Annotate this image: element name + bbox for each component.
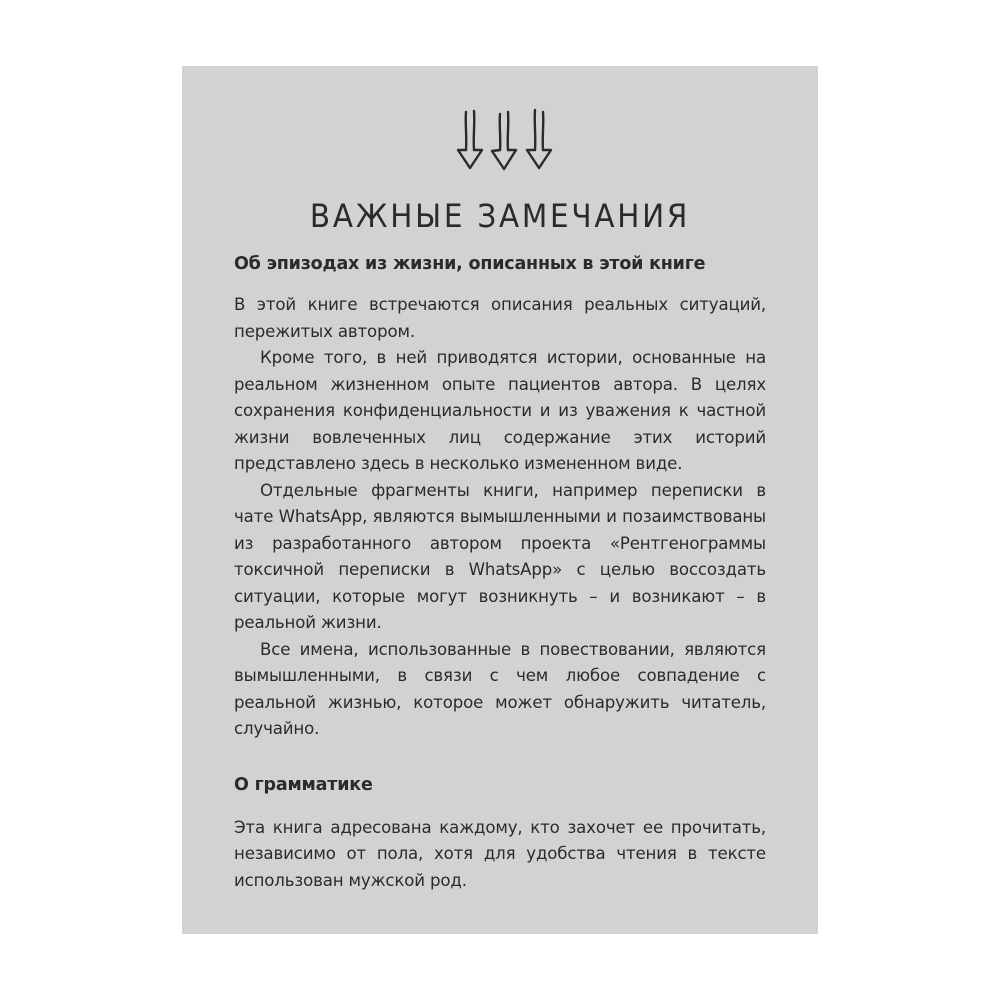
book-page bbox=[182, 66, 818, 934]
paragraph: Кроме того, в ней приводятся истории, основанные на реальном жизненном опыте пациентов автора. В целях сохранения конфиденциальности и из уважения к частной жизни вовлеченных лиц содержание этих историй представлено здесь в несколько измененном виде. bbox=[234, 348, 766, 473]
page-title: ВАЖНЫЕ ЗАМЕЧАНИЯ bbox=[309, 197, 691, 235]
down-arrows-icon bbox=[452, 106, 560, 176]
paragraph: Эта книга адресована каждому, кто захочет ее прочитать, независимо от пола, хотя для удобства чтения в тексте использован мужской род. bbox=[234, 817, 766, 890]
paragraph: Отдельные фрагменты книги, например переписки в чате WhatsApp, являются вымышленными и позаимствованы из разработанного автором проекта «Рентгенограммы токсичной переписки в WhatsApp» с целью воссоздать ситуации, которые могут возникнуть – и возникают – в реальной жизни. bbox=[234, 480, 766, 632]
paragraph: В этой книге встречаются описания реальных ситуаций, пережитых автором. bbox=[234, 295, 766, 341]
section-heading: О грамматике bbox=[234, 774, 373, 795]
paragraph: Все имена, использованные в повествовании, являются вымышленными, в связи с чем любое совпадение с реальной жизнью, которое может обнаружить читатель, случайно. bbox=[234, 639, 766, 738]
section-heading: Об эпизодах из жизни, описанных в этой книге bbox=[234, 254, 706, 274]
page-content bbox=[234, 252, 766, 894]
